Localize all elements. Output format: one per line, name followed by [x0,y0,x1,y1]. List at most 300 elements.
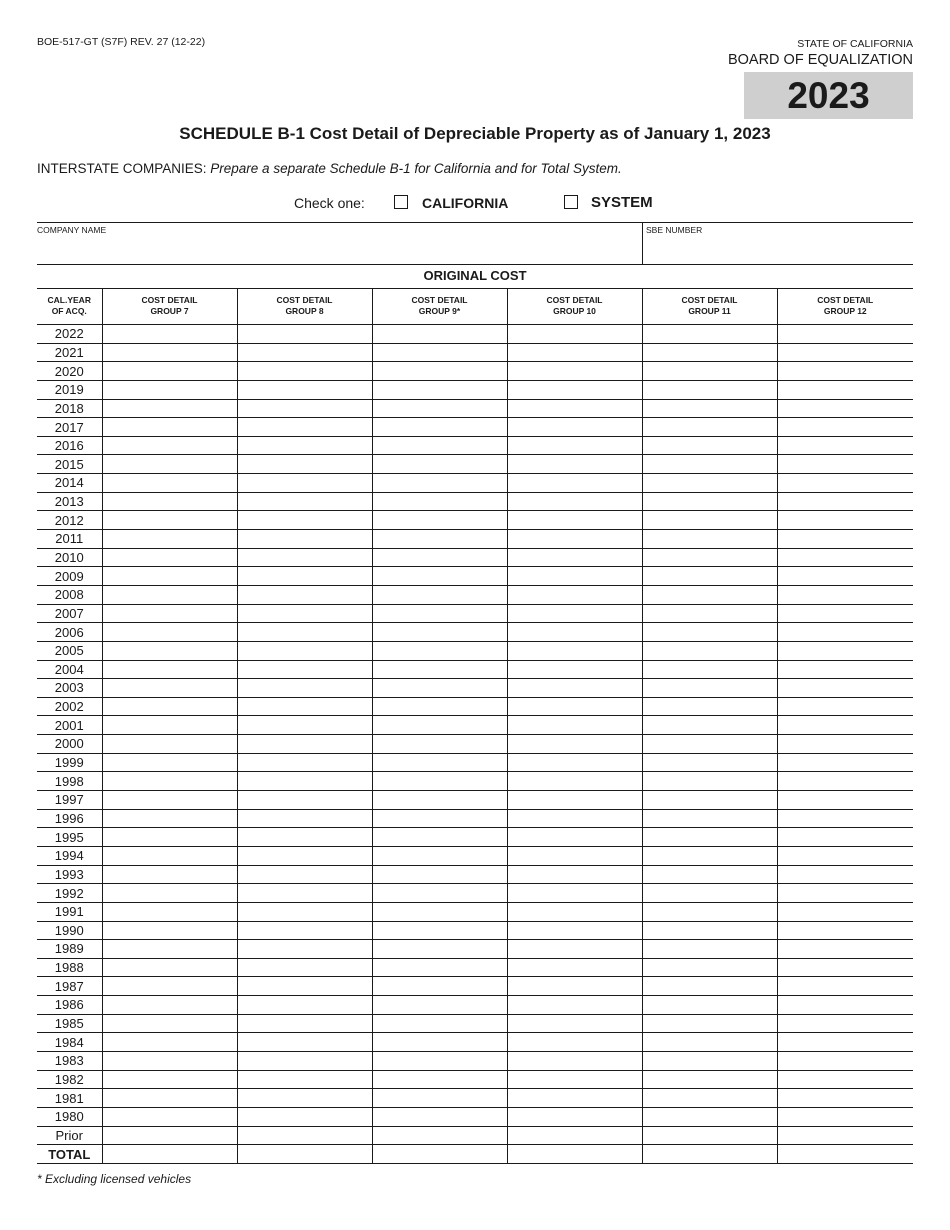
cost-input-cell[interactable] [642,1014,777,1033]
cost-input-cell[interactable] [237,1089,372,1108]
cost-input-cell[interactable] [507,772,642,791]
cost-input-cell[interactable] [642,436,777,455]
cost-input-cell[interactable] [102,697,237,716]
cost-input-cell[interactable] [102,511,237,530]
cost-input-cell[interactable] [507,474,642,493]
cost-input-cell[interactable] [777,958,913,977]
cost-input-cell[interactable] [237,399,372,418]
cost-input-cell[interactable] [372,996,507,1015]
cost-input-cell[interactable] [237,921,372,940]
cost-input-cell[interactable] [507,809,642,828]
cost-input-cell[interactable] [372,772,507,791]
cost-input-cell[interactable] [777,474,913,493]
cost-input-cell[interactable] [102,1014,237,1033]
cost-input-cell[interactable] [507,958,642,977]
system-checkbox[interactable] [564,195,578,209]
cost-input-cell[interactable] [237,716,372,735]
cost-input-cell[interactable] [102,772,237,791]
cost-input-cell[interactable] [372,958,507,977]
cost-input-cell[interactable] [102,623,237,642]
cost-input-cell[interactable] [372,697,507,716]
table-row [37,1051,913,1070]
cost-input-cell[interactable] [102,641,237,660]
cost-input-cell[interactable] [507,679,642,698]
year-cell: 2018 [37,399,102,418]
total-label: TOTAL [37,1145,102,1164]
cost-input-cell[interactable] [237,697,372,716]
cost-input-cell[interactable] [237,343,372,362]
cost-input-cell[interactable] [372,455,507,474]
table-row [37,455,913,474]
cost-input-cell[interactable] [237,325,372,344]
cost-input-cell[interactable] [237,996,372,1015]
cost-input-cell[interactable] [642,921,777,940]
cost-input-cell[interactable] [372,492,507,511]
cost-input-cell[interactable] [507,660,642,679]
cost-input-cell[interactable] [507,791,642,810]
cost-input-cell[interactable] [237,641,372,660]
cost-input-cell[interactable] [642,679,777,698]
cost-input-cell[interactable] [642,604,777,623]
cost-input-cell[interactable] [237,809,372,828]
cost-input-cell[interactable] [642,474,777,493]
cost-input-cell[interactable] [507,753,642,772]
cost-input-cell[interactable] [237,511,372,530]
cost-input-cell[interactable] [237,455,372,474]
cost-input-cell[interactable] [507,921,642,940]
cost-input-cell[interactable] [372,1070,507,1089]
cost-input-cell[interactable] [372,921,507,940]
cost-input-cell[interactable] [237,679,372,698]
year-cell: 2017 [37,418,102,437]
cost-input-cell[interactable] [372,940,507,959]
cost-input-cell[interactable] [372,641,507,660]
year-cell: 1982 [37,1070,102,1089]
cost-input-cell[interactable] [642,325,777,344]
column-header-line: COST DETAIL [817,295,874,305]
cost-input-cell[interactable] [237,418,372,437]
cost-input-cell[interactable] [642,697,777,716]
cost-input-cell[interactable] [777,362,913,381]
cost-input-cell[interactable] [237,492,372,511]
cost-input-cell[interactable] [102,1070,237,1089]
cost-input-cell[interactable] [777,585,913,604]
cost-input-cell[interactable] [507,1145,642,1164]
cost-input-cell[interactable] [777,940,913,959]
cost-input-cell[interactable] [507,1107,642,1126]
cost-input-cell[interactable] [642,530,777,549]
cost-input-cell[interactable] [642,623,777,642]
cost-input-cell[interactable] [237,791,372,810]
cost-input-cell[interactable] [237,1145,372,1164]
cost-input-cell[interactable] [507,1126,642,1145]
cost-input-cell[interactable] [237,548,372,567]
cost-input-cell[interactable] [237,567,372,586]
cost-input-cell[interactable] [642,492,777,511]
cost-input-cell[interactable] [777,921,913,940]
cost-input-cell[interactable] [372,1107,507,1126]
cost-input-cell[interactable] [507,362,642,381]
cost-input-cell[interactable] [102,977,237,996]
cost-input-cell[interactable] [372,716,507,735]
cost-input-cell[interactable] [102,548,237,567]
cost-input-cell[interactable] [237,828,372,847]
table-row [37,343,913,362]
column-header-line: GROUP 9* [418,306,461,316]
california-checkbox[interactable] [394,195,408,209]
cost-input-cell[interactable] [507,530,642,549]
cost-input-cell[interactable] [777,735,913,754]
cost-input-cell[interactable] [642,828,777,847]
cost-input-cell[interactable] [507,567,642,586]
cost-input-cell[interactable] [642,977,777,996]
cost-input-cell[interactable] [777,399,913,418]
cost-input-cell[interactable] [102,325,237,344]
cost-input-cell[interactable] [642,772,777,791]
cost-input-cell[interactable] [102,1089,237,1108]
cost-input-cell[interactable] [777,1014,913,1033]
cost-input-cell[interactable] [237,1051,372,1070]
cost-input-cell[interactable] [642,884,777,903]
cost-input-cell[interactable] [237,735,372,754]
cost-input-cell[interactable] [642,511,777,530]
cost-input-cell[interactable] [372,399,507,418]
cost-input-cell[interactable] [102,567,237,586]
cost-input-cell[interactable] [102,828,237,847]
cost-input-cell[interactable] [777,791,913,810]
year-box: 2023 [744,72,913,119]
cost-input-cell[interactable] [777,679,913,698]
cost-input-cell[interactable] [777,1126,913,1145]
cost-input-cell[interactable] [372,530,507,549]
cost-input-cell[interactable] [777,1145,913,1164]
cost-input-cell[interactable] [507,865,642,884]
cost-input-cell[interactable] [642,865,777,884]
column-header-line: GROUP 10 [553,306,596,316]
cost-input-cell[interactable] [507,846,642,865]
cost-input-cell[interactable] [777,641,913,660]
cost-input-cell[interactable] [777,623,913,642]
cost-input-cell[interactable] [102,1051,237,1070]
cost-input-cell[interactable] [507,1051,642,1070]
table-row [37,828,913,847]
cost-input-cell[interactable] [642,455,777,474]
table-row [37,884,913,903]
cost-input-cell[interactable] [102,1033,237,1052]
cost-input-cell[interactable] [642,791,777,810]
cost-input-cell[interactable] [777,548,913,567]
column-header-line: OF ACQ. [51,306,87,316]
cost-input-cell[interactable] [102,604,237,623]
cost-input-cell[interactable] [777,865,913,884]
cost-input-cell[interactable] [102,958,237,977]
cost-input-cell[interactable] [237,884,372,903]
cost-input-cell[interactable] [777,1033,913,1052]
cost-input-cell[interactable] [102,716,237,735]
cost-input-cell[interactable] [642,362,777,381]
cost-input-cell[interactable] [507,884,642,903]
cost-input-cell[interactable] [777,1107,913,1126]
cost-input-cell[interactable] [777,455,913,474]
cost-input-cell[interactable] [237,474,372,493]
cost-input-cell[interactable] [777,660,913,679]
cost-input-cell[interactable] [507,1014,642,1033]
cost-input-cell[interactable] [507,735,642,754]
cost-input-cell[interactable] [102,865,237,884]
cost-input-cell[interactable] [372,1145,507,1164]
cost-input-cell[interactable] [102,1126,237,1145]
cost-input-cell[interactable] [372,362,507,381]
cost-input-cell[interactable] [372,343,507,362]
cost-input-cell[interactable] [237,1033,372,1052]
cost-input-cell[interactable] [102,884,237,903]
table-row [37,977,913,996]
cost-input-cell[interactable] [237,940,372,959]
cost-input-cell[interactable] [777,604,913,623]
cost-input-cell[interactable] [642,753,777,772]
cost-input-cell[interactable] [642,548,777,567]
year-cell: 2006 [37,623,102,642]
cost-input-cell[interactable] [777,846,913,865]
cost-input-cell[interactable] [102,418,237,437]
table-row [37,921,913,940]
cost-input-cell[interactable] [102,1145,237,1164]
cost-input-cell[interactable] [102,753,237,772]
table-row [37,436,913,455]
cost-input-cell[interactable] [372,474,507,493]
cost-input-cell[interactable] [642,1070,777,1089]
cost-input-cell[interactable] [237,436,372,455]
form-id: BOE-517-GT (S7F) REV. 27 (12-22) [37,36,206,48]
cost-input-cell[interactable] [642,1126,777,1145]
cost-input-cell[interactable] [642,846,777,865]
cost-input-cell[interactable] [372,1126,507,1145]
cost-input-cell[interactable] [372,846,507,865]
cost-input-cell[interactable] [237,380,372,399]
table-row [37,902,913,921]
cost-input-cell[interactable] [237,902,372,921]
cost-input-cell[interactable] [642,585,777,604]
cost-input-cell[interactable] [237,1014,372,1033]
cost-input-cell[interactable] [237,1070,372,1089]
cost-input-cell[interactable] [507,418,642,437]
cost-input-cell[interactable] [507,996,642,1015]
cost-input-cell[interactable] [642,641,777,660]
table-row [37,809,913,828]
cost-input-cell[interactable] [642,1107,777,1126]
cost-input-cell[interactable] [372,884,507,903]
cost-input-cell[interactable] [507,902,642,921]
cost-input-cell[interactable] [372,809,507,828]
cost-input-cell[interactable] [777,325,913,344]
cost-input-cell[interactable] [102,921,237,940]
cost-input-cell[interactable] [507,511,642,530]
cost-input-cell[interactable] [102,436,237,455]
cost-input-cell[interactable] [642,902,777,921]
cost-input-cell[interactable] [102,791,237,810]
cost-input-cell[interactable] [102,530,237,549]
cost-input-cell[interactable] [777,530,913,549]
cost-input-cell[interactable] [372,865,507,884]
cost-input-cell[interactable] [507,399,642,418]
cost-input-cell[interactable] [642,567,777,586]
cost-input-cell[interactable] [507,1089,642,1108]
cost-input-cell[interactable] [237,865,372,884]
cost-input-cell[interactable] [642,1051,777,1070]
cost-input-cell[interactable] [372,418,507,437]
cost-input-cell[interactable] [372,902,507,921]
cost-input-cell[interactable] [777,567,913,586]
cost-input-cell[interactable] [237,772,372,791]
cost-input-cell[interactable] [237,1126,372,1145]
cost-input-cell[interactable] [507,436,642,455]
cost-input-cell[interactable] [777,828,913,847]
cost-input-cell[interactable] [507,641,642,660]
cost-input-cell[interactable] [237,623,372,642]
cost-input-cell[interactable] [372,1033,507,1052]
cost-input-cell[interactable] [777,511,913,530]
cost-input-cell[interactable] [507,623,642,642]
cost-input-cell[interactable] [642,399,777,418]
cost-input-cell[interactable] [777,1089,913,1108]
cost-input-cell[interactable] [237,1107,372,1126]
cost-input-cell[interactable] [507,604,642,623]
cost-input-cell[interactable] [102,660,237,679]
cost-input-cell[interactable] [237,753,372,772]
cost-input-cell[interactable] [372,977,507,996]
cost-input-cell[interactable] [777,977,913,996]
column-header-line: GROUP 12 [823,306,867,316]
cost-input-cell[interactable] [237,958,372,977]
cost-input-cell[interactable] [777,436,913,455]
cost-input-cell[interactable] [237,977,372,996]
cost-input-cell[interactable] [237,846,372,865]
cost-input-cell[interactable] [372,1014,507,1033]
cost-input-cell[interactable] [102,399,237,418]
total-row [37,1145,913,1164]
cost-input-cell[interactable] [102,809,237,828]
cost-input-cell[interactable] [507,343,642,362]
cost-input-cell[interactable] [102,940,237,959]
cost-input-cell[interactable] [372,548,507,567]
cost-input-cell[interactable] [102,735,237,754]
cost-input-cell[interactable] [237,585,372,604]
cost-input-cell[interactable] [102,380,237,399]
cost-input-cell[interactable] [237,362,372,381]
table-row [37,380,913,399]
cost-input-cell[interactable] [102,343,237,362]
cost-input-cell[interactable] [777,753,913,772]
cost-input-cell[interactable] [102,362,237,381]
cost-input-cell[interactable] [642,1089,777,1108]
table-row [37,1014,913,1033]
cost-input-cell[interactable] [507,1033,642,1052]
cost-input-cell[interactable] [777,1051,913,1070]
cost-input-cell[interactable] [642,380,777,399]
cost-input-cell[interactable] [777,380,913,399]
cost-input-cell[interactable] [777,697,913,716]
cost-input-cell[interactable] [372,735,507,754]
cost-input-cell[interactable] [507,977,642,996]
cost-input-cell[interactable] [237,604,372,623]
cost-input-cell[interactable] [507,828,642,847]
cost-input-cell[interactable] [507,380,642,399]
cost-input-cell[interactable] [507,548,642,567]
cost-input-cell[interactable] [777,418,913,437]
cost-input-cell[interactable] [642,1145,777,1164]
cost-input-cell[interactable] [372,604,507,623]
cost-input-cell[interactable] [642,660,777,679]
cost-input-cell[interactable] [372,325,507,344]
cost-input-cell[interactable] [372,567,507,586]
cost-input-cell[interactable] [102,492,237,511]
cost-input-cell[interactable] [507,492,642,511]
cost-input-cell[interactable] [372,791,507,810]
table-row [37,604,913,623]
cost-input-cell[interactable] [507,325,642,344]
cost-input-cell[interactable] [102,996,237,1015]
cost-input-cell[interactable] [237,530,372,549]
cost-input-cell[interactable] [642,418,777,437]
table-row [37,716,913,735]
cost-input-cell[interactable] [372,1089,507,1108]
cost-input-cell[interactable] [642,996,777,1015]
cost-input-cell[interactable] [642,716,777,735]
cost-input-cell[interactable] [372,828,507,847]
cost-input-cell[interactable] [777,809,913,828]
cost-input-cell[interactable] [777,343,913,362]
cost-input-cell[interactable] [777,1070,913,1089]
cost-input-cell[interactable] [507,1070,642,1089]
cost-input-cell[interactable] [777,492,913,511]
cost-input-cell[interactable] [777,884,913,903]
cost-input-cell[interactable] [642,735,777,754]
cost-input-cell[interactable] [372,1051,507,1070]
cost-input-cell[interactable] [237,660,372,679]
cost-input-cell[interactable] [372,585,507,604]
cost-input-cell[interactable] [507,697,642,716]
cost-input-cell[interactable] [642,809,777,828]
cost-input-cell[interactable] [372,660,507,679]
cost-input-cell[interactable] [372,511,507,530]
cost-input-cell[interactable] [102,679,237,698]
cost-input-cell[interactable] [102,455,237,474]
cost-input-cell[interactable] [642,343,777,362]
cost-input-cell[interactable] [102,474,237,493]
cost-input-cell[interactable] [777,772,913,791]
table-row [37,623,913,642]
cost-input-cell[interactable] [777,716,913,735]
cost-input-cell[interactable] [777,996,913,1015]
cost-input-cell[interactable] [507,716,642,735]
cost-input-cell[interactable] [642,1033,777,1052]
cost-input-cell[interactable] [777,902,913,921]
cost-input-cell[interactable] [102,1107,237,1126]
cost-input-cell[interactable] [102,846,237,865]
cost-input-cell[interactable] [372,436,507,455]
cost-input-cell[interactable] [102,902,237,921]
cost-input-cell[interactable] [372,623,507,642]
cost-input-cell[interactable] [372,380,507,399]
cost-input-cell[interactable] [507,940,642,959]
cost-input-cell[interactable] [642,940,777,959]
cost-input-cell[interactable] [372,679,507,698]
cost-input-cell[interactable] [372,753,507,772]
cost-input-cell[interactable] [507,585,642,604]
cost-input-cell[interactable] [642,958,777,977]
cost-input-cell[interactable] [507,455,642,474]
cost-input-cell[interactable] [102,585,237,604]
